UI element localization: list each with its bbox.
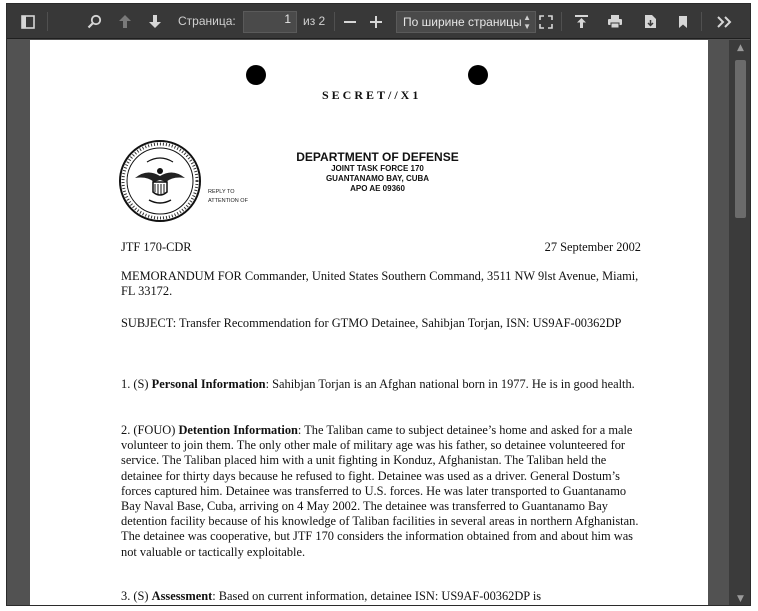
attention-of-line: ATTENTION OF: [208, 198, 248, 204]
letterhead-line: APO AE 09360: [350, 184, 405, 193]
vertical-scrollbar[interactable]: [729, 40, 751, 606]
paragraph-assessment: [121, 589, 641, 604]
paragraph-text: : Based on current information, detainee ISN: US9AF-00362DP is: [212, 589, 542, 603]
page-total: из 2: [303, 14, 326, 28]
print-icon[interactable]: [604, 10, 626, 33]
search-icon[interactable]: [83, 10, 105, 33]
paragraph-detention-information: [121, 423, 641, 560]
document-date: 27 September 2002: [544, 240, 641, 254]
select-arrows-icon: ▲ ▼: [523, 13, 531, 31]
memo-for: MEMORANDUM FOR Commander, United States Southern Command, 3511 NW 9lst Avenue, Miami, FL 33172.: [121, 269, 639, 299]
letterhead-line: GUANTANAMO BAY, CUBA: [325, 174, 430, 183]
toolbar: [7, 4, 751, 39]
previous-page-icon[interactable]: [114, 10, 136, 33]
more-tools-icon[interactable]: [711, 10, 737, 33]
scroll-up-icon[interactable]: ▲: [737, 43, 744, 53]
paragraph-prefix: 2. (FOUO): [121, 423, 179, 437]
paragraph-prefix: 1. (S): [121, 377, 152, 391]
pdf-page: [30, 40, 708, 606]
pdf-viewer-window: [6, 3, 751, 606]
punch-hole: [468, 65, 488, 85]
letterhead-address: [270, 164, 485, 194]
zoom-out-icon[interactable]: [339, 10, 361, 33]
paragraph-text: : Sahibjan Torjan is an Afghan national born in 1977. He is in good health.: [265, 377, 635, 391]
zoom-select[interactable]: [396, 11, 536, 33]
reply-to-line: REPLY TO: [208, 189, 235, 195]
sidebar-toggle-icon[interactable]: [17, 10, 39, 33]
letterhead-title: DEPARTMENT OF DEFENSE: [296, 150, 459, 164]
page-number-input[interactable]: [243, 11, 297, 33]
paragraph-heading: Assessment: [151, 589, 213, 603]
paragraph-heading: Detention Information: [178, 423, 298, 437]
scrollbar-thumb[interactable]: [735, 60, 746, 218]
open-file-icon[interactable]: [570, 10, 592, 33]
paragraph-heading: Personal Information: [151, 377, 266, 391]
reference-line: [121, 240, 641, 255]
download-icon[interactable]: [639, 10, 661, 33]
reply-to-label: [208, 188, 248, 206]
letterhead-line: JOINT TASK FORCE 170: [331, 164, 424, 173]
scroll-down-icon[interactable]: ▼: [737, 594, 744, 604]
office-reference: JTF 170-CDR: [121, 240, 192, 254]
punch-hole: [246, 65, 266, 85]
paragraph-text: : The Taliban came to subject detainee’s home and asked for a male volunteer to join them. The only other male of military age was his father, so detainee volunteered for service. The Taliban placed him with a unit fighting in Konduz, Afghanistan. The Taliban held the detainee for thirty days because he refused to fight. Detainee was used as a driver. General Dostum’s forces captured him. Detainee was transferred to U.S. forces. He was later transported to Guantanamo Bay Naval Base, Cuba, arriving on 4 May 2002. The detainee was transferred to Guantanamo Bay detention facility because of his knowledge of Taliban facilities in several areas in northern Afghanistan. The detainee was cooperative, but JTF 170 considers the information obtained from and about him was not valuable or tactically exploitable.: [121, 423, 639, 559]
paragraph-prefix: 3. (S): [121, 589, 152, 603]
zoom-in-icon[interactable]: [365, 10, 387, 33]
dod-seal-icon: [119, 140, 201, 222]
paragraph-personal-information: [121, 377, 641, 392]
document-viewer[interactable]: [7, 40, 729, 606]
next-page-icon[interactable]: [144, 10, 166, 33]
bookmark-icon[interactable]: [673, 10, 693, 33]
fullscreen-icon[interactable]: [536, 10, 556, 33]
subject-line: SUBJECT: Transfer Recommendation for GTMO Detainee, Sahibjan Torjan, ISN: US9AF-00362DP: [121, 316, 622, 330]
zoom-select-value: По ширине страницы: [403, 15, 522, 29]
page-number-value: 1: [284, 12, 291, 26]
page-label: Страница:: [178, 14, 236, 28]
classification-marking: SECRET//X1: [322, 88, 422, 102]
